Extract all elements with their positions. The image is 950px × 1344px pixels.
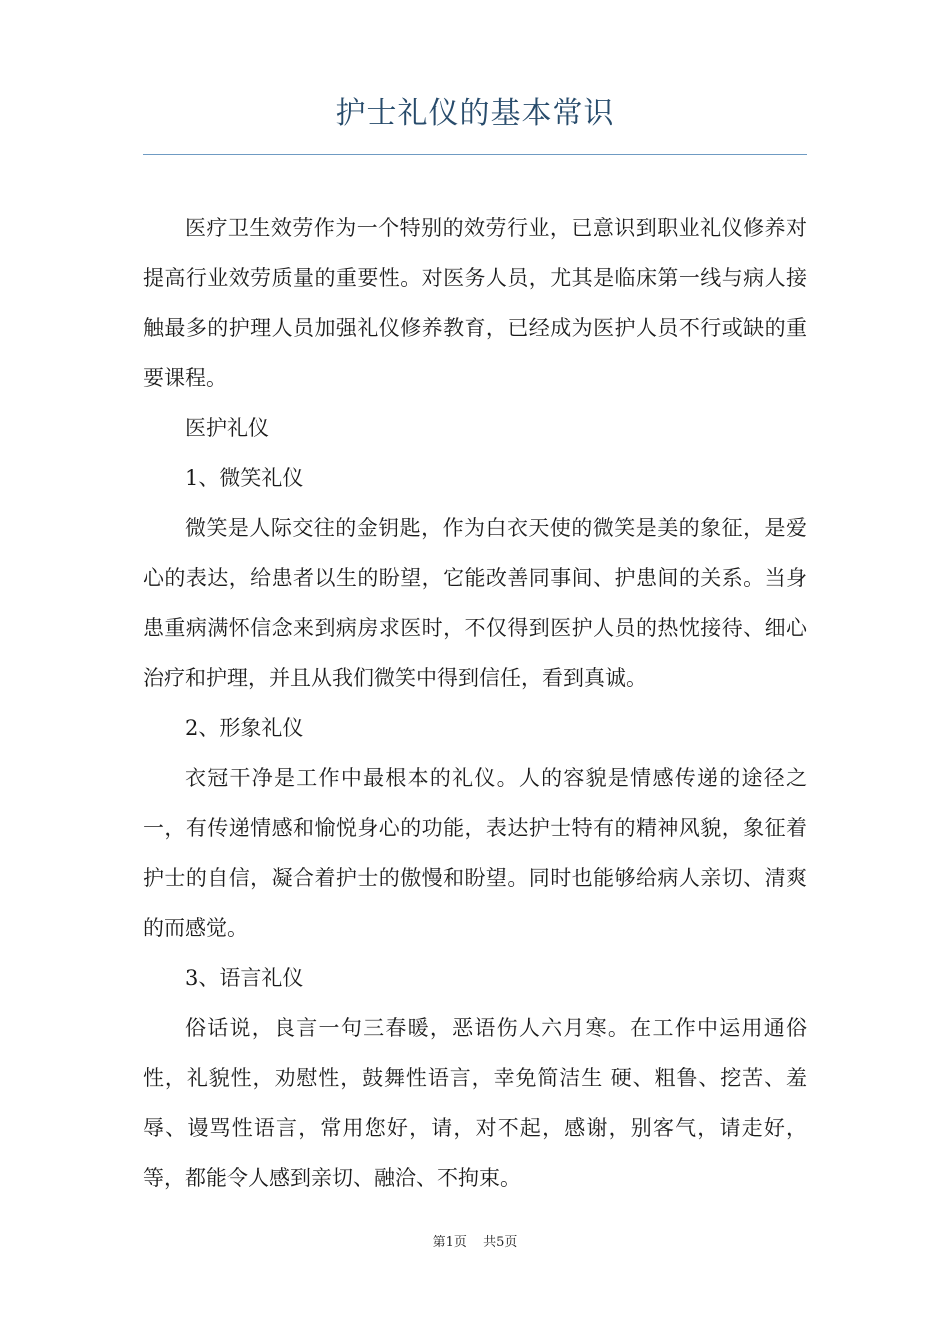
paragraph-intro: 医疗卫生效劳作为一个特别的效劳行业，已意识到职业礼仪修养对提高行业效劳质量的重要性。对医务人员，尤其是临床第一线与病人接触最多的护理人员加强礼仪修养教育，已经成为医护人员不行或缺的重要课程。 xyxy=(143,216,807,390)
document-body xyxy=(143,203,807,1203)
page-footer xyxy=(0,1233,950,1253)
paragraph-smile: 微笑是人际交往的金钥匙，作为白衣天使的微笑是美的象征，是爱心的表达，给患者以生的盼望，它能改善同事间、护患间的关系。当身患重病满怀信念来到病房求医时，不仅得到医护人员的热忱接待、细心治疗和护理，并且从我们微笑中得到信任，看到真诚。 xyxy=(143,516,807,690)
section-heading-smile: 1、微笑礼仪 xyxy=(185,466,304,490)
title-underline xyxy=(143,154,807,155)
page-number-total: 共5页 xyxy=(483,1235,518,1250)
paragraph-language: 俗话说，良言一句三春暖，恶语伤人六月寒。在工作中运用通俗性，礼貌性，劝慰性，鼓舞性语言，幸免简洁生 硬、粗鲁、挖苦、羞辱、谩骂性语言，常用您好，请，对不起，感谢，别客气，请走好，等，都能令人感到亲切、融洽、不拘束。 xyxy=(143,1016,807,1190)
page-number-current: 第1页 xyxy=(432,1235,467,1250)
document-title: 护士礼仪的基本常识 xyxy=(335,96,615,131)
paragraph-image: 衣冠干净是工作中最根本的礼仪。人的容貌是情感传递的途径之一，有传递情感和愉悦身心的功能，表达护士特有的精神风貌，象征着护士的自信，凝合着护士的傲慢和盼望。同时也能够给病人亲切、清爽的而感觉。 xyxy=(143,766,807,940)
section-heading-language: 3、语言礼仪 xyxy=(185,966,304,990)
section-heading-medical-etiquette: 医护礼仪 xyxy=(185,416,269,440)
section-heading-image: 2、形象礼仪 xyxy=(185,716,304,740)
